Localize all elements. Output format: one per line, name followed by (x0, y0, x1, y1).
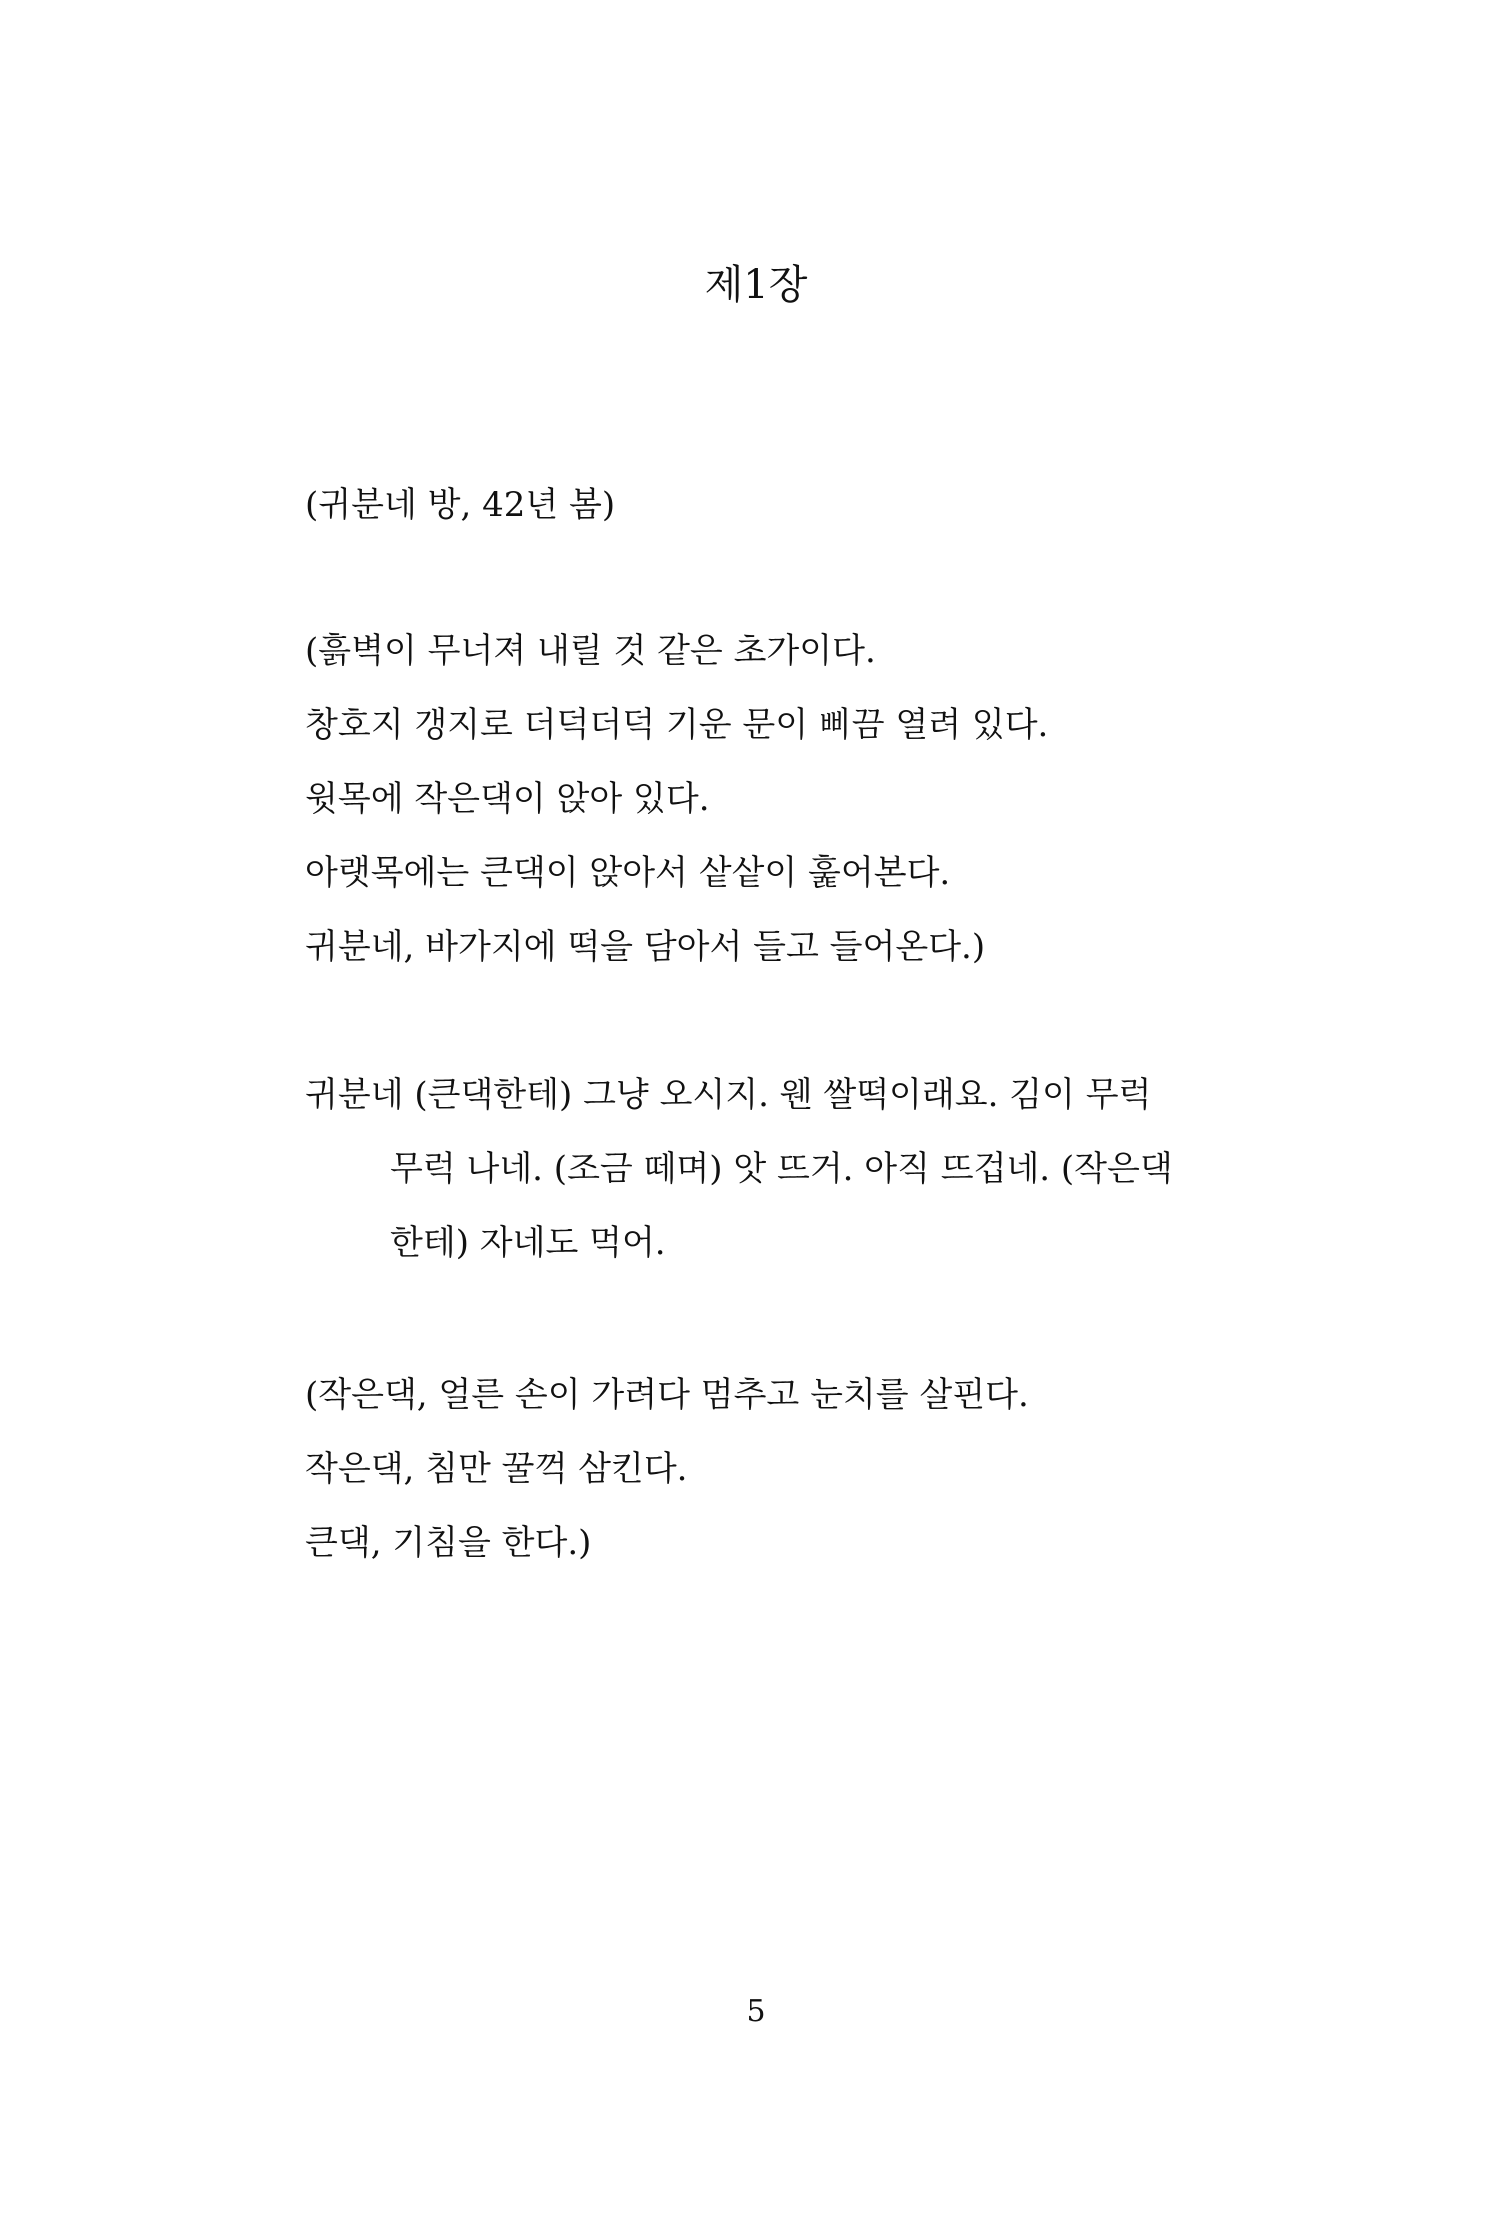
stage-direction-line: (흙벽이 무너져 내릴 것 같은 초가이다. (305, 631, 876, 671)
dialogue-text: (큰댁한테) 그냥 오시지. 웬 쌀떡이래요. 김이 무럭 (414, 1075, 1152, 1115)
dialogue-line: 한테) 자네도 먹어. (390, 1223, 666, 1263)
stage-direction-line: 큰댁, 기침을 한다.) (305, 1523, 592, 1563)
dialogue-first-line (305, 1058, 1245, 1132)
stage-direction-line: 아랫목에는 큰댁이 앉아서 샅샅이 훑어본다. (305, 853, 951, 893)
scene-heading-text: (귀분네 방, 42년 봄) (305, 485, 616, 525)
chapter-title: 제1장 (704, 262, 808, 308)
stage-direction-line: 윗목에 작은댁이 앉아 있다. (305, 779, 710, 819)
scene-heading (305, 468, 1245, 542)
stage-direction-line: 창호지 갱지로 더덕더덕 기운 문이 삐끔 열려 있다. (305, 705, 1049, 745)
stage-direction (305, 614, 1245, 984)
page-number: 5 (746, 1994, 766, 2029)
speaker-name: 귀분네 (305, 1075, 404, 1115)
dialogue-block (305, 1058, 1245, 1280)
dialogue-line: 무럭 나네. (조금 떼며) 앗 뜨거. 아직 뜨겁네. (작은댁 (390, 1149, 1173, 1189)
stage-direction (305, 1358, 1245, 1580)
stage-direction-line: 귀분네, 바가지에 떡을 담아서 들고 들어온다.) (305, 927, 986, 967)
stage-direction-line: (작은댁, 얼른 손이 가려다 멈추고 눈치를 살핀다. (305, 1375, 1029, 1415)
stage-direction-line: 작은댁, 침만 꿀꺽 삼킨다. (305, 1449, 688, 1489)
